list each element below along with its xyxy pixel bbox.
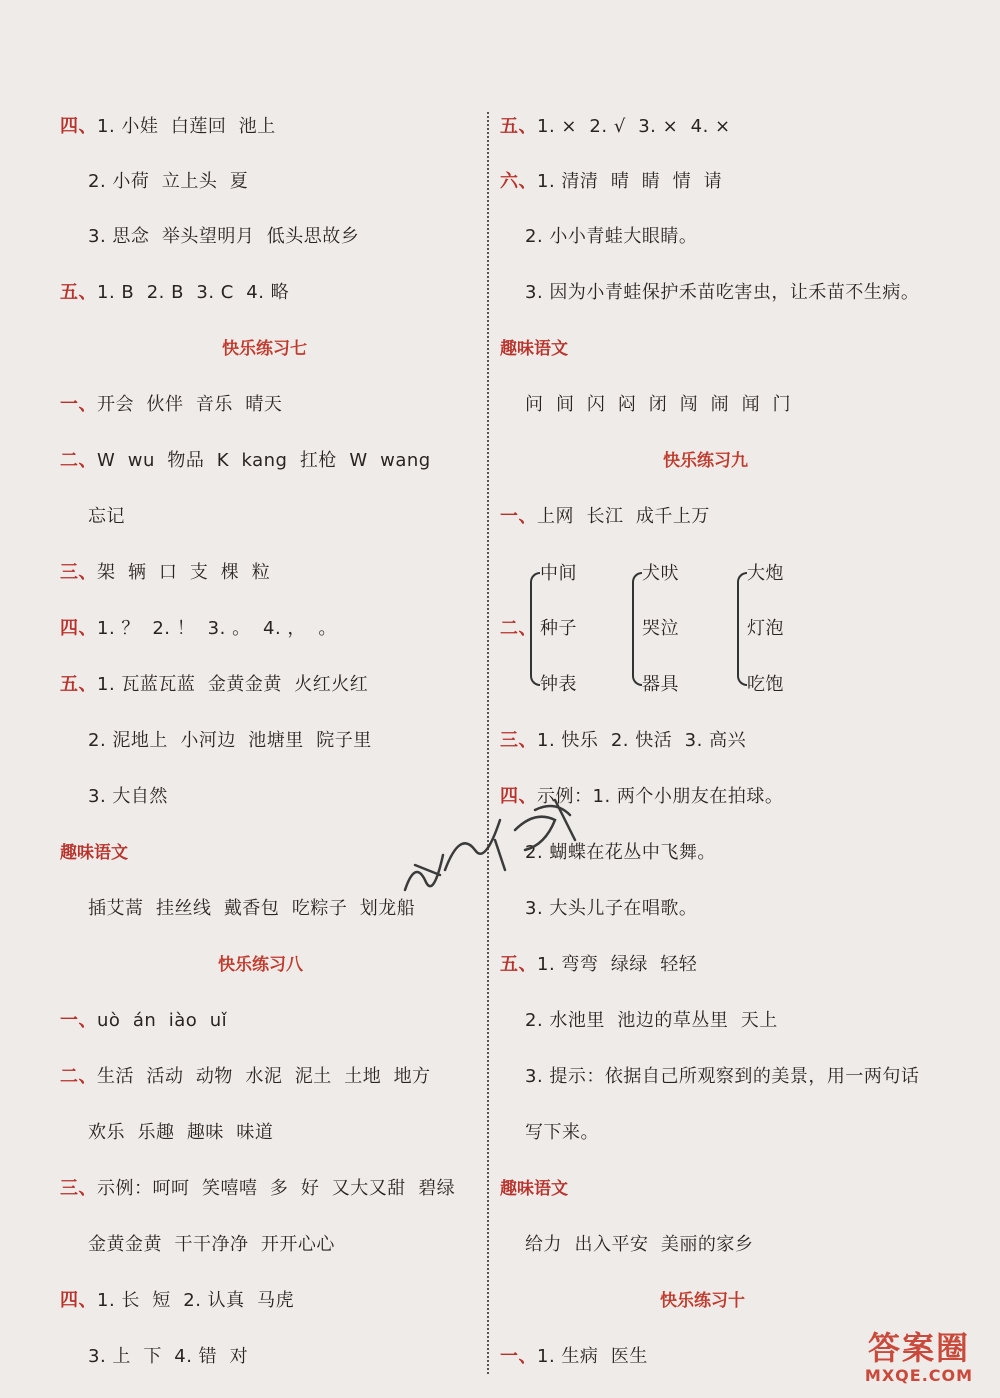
left-line-10: 五、1. 瓦蓝瓦蓝 金黄金黄 火红火红 bbox=[60, 674, 369, 695]
right-line-2: 六、1. 清清 晴 睛 情 请 bbox=[500, 171, 723, 192]
fun-chinese-label-1: 趣味语文 bbox=[60, 843, 128, 863]
fun-chinese-label-3: 趣味语文 bbox=[500, 1179, 568, 1199]
left-line-19: 四、1. 长 短 2. 认真 马虎 bbox=[60, 1290, 295, 1311]
right-line-16: 给力 出入平安 美丽的家乡 bbox=[525, 1234, 754, 1255]
left-line-6: 二、W wu 物品 K kang 扛枪 W wang bbox=[60, 450, 431, 471]
left-line-8: 三、架 辆 口 支 棵 粒 bbox=[60, 562, 271, 583]
column-divider bbox=[487, 112, 489, 1374]
right-line-4: 3. 因为小青蛙保护禾苗吃害虫，让禾苗不生病。 bbox=[525, 282, 920, 303]
brace-group-2 bbox=[632, 572, 642, 686]
left-line-20: 3. 上 下 4. 错 对 bbox=[88, 1346, 249, 1367]
right-line-6: 一、上网 长江 成千上万 bbox=[500, 506, 710, 527]
right-line-15: 写下来。 bbox=[525, 1122, 599, 1143]
right-line-11: 3. 大头儿子在唱歌。 bbox=[525, 898, 698, 919]
left-line-14: 一、uò án iào uǐ bbox=[60, 1010, 228, 1031]
left-line-5: 一、开会 伙伴 音乐 晴天 bbox=[60, 394, 283, 415]
site-watermark: 答案圈 MXQE.COM bbox=[864, 1329, 974, 1385]
section-heading-9: 快乐练习九 bbox=[663, 451, 748, 471]
right-line-1: 五、1. × 2. √ 3. × 4. × bbox=[500, 116, 731, 137]
right-line-17: 一、1. 生病 医生 bbox=[500, 1346, 648, 1367]
left-line-17: 三、示例：呵呵 笑嘻嘻 多 好 又大又甜 碧绿 bbox=[60, 1178, 456, 1199]
group3-item-1: 大炮 bbox=[747, 563, 784, 584]
left-line-11: 2. 泥地上 小河边 池塘里 院子里 bbox=[88, 730, 372, 751]
brace-group-1 bbox=[530, 572, 540, 686]
left-line-2: 2. 小荷 立上头 夏 bbox=[88, 171, 249, 192]
right-line-14: 3. 提示：依据自己所观察到的美景，用一两句话 bbox=[525, 1066, 920, 1087]
left-line-18: 金黄金黄 干干净净 开开心心 bbox=[88, 1234, 335, 1255]
group2-item-2: 哭泣 bbox=[642, 618, 679, 639]
left-line-3: 3. 思念 举头望明月 低头思故乡 bbox=[88, 226, 360, 247]
right-line-13: 2. 水池里 池边的草丛里 天上 bbox=[525, 1010, 778, 1031]
right-line-3: 2. 小小青蛙大眼睛。 bbox=[525, 226, 698, 247]
section-heading-8: 快乐练习八 bbox=[218, 955, 303, 975]
left-line-1: 四、1. 小娃 白莲回 池上 bbox=[60, 116, 276, 137]
left-line-9: 四、1. ？ 2. ！ 3. 。 4. ， 。 bbox=[60, 618, 337, 639]
left-line-12: 3. 大自然 bbox=[88, 786, 168, 807]
right-line-10: 2. 蝴蝶在花丛中飞舞。 bbox=[525, 842, 716, 863]
right-line-5: 问 间 闪 闷 闭 闯 闹 闻 门 bbox=[525, 394, 792, 415]
right-line-9: 四、示例：1. 两个小朋友在拍球。 bbox=[500, 786, 784, 807]
left-line-13: 插艾蒿 挂丝线 戴香包 吃粽子 划龙船 bbox=[88, 898, 416, 919]
group1-item-1: 中间 bbox=[540, 563, 577, 584]
fun-chinese-label-2: 趣味语文 bbox=[500, 339, 568, 359]
right-line-8: 三、1. 快乐 2. 快活 3. 高兴 bbox=[500, 730, 747, 751]
group1-item-3: 钟表 bbox=[540, 674, 577, 695]
right-line-12: 五、1. 弯弯 绿绿 轻轻 bbox=[500, 954, 698, 975]
right-line-7-marker: 二、 bbox=[500, 618, 537, 639]
left-line-4: 五、1. B 2. B 3. C 4. 略 bbox=[60, 282, 290, 303]
group2-item-3: 器具 bbox=[642, 674, 679, 695]
group3-item-3: 吃饱 bbox=[747, 674, 784, 695]
brace-group-3 bbox=[737, 572, 747, 686]
section-heading-10: 快乐练习十 bbox=[660, 1291, 745, 1311]
group1-item-2: 种子 bbox=[540, 618, 577, 639]
left-line-7: 忘记 bbox=[88, 506, 125, 527]
left-line-16: 欢乐 乐趣 趣味 味道 bbox=[88, 1122, 274, 1143]
group3-item-2: 灯泡 bbox=[747, 618, 784, 639]
handwritten-scribble bbox=[385, 770, 615, 920]
section-heading-7: 快乐练习七 bbox=[222, 339, 307, 359]
group2-item-1: 犬吠 bbox=[642, 563, 679, 584]
left-line-15: 二、生活 活动 动物 水泥 泥土 土地 地方 bbox=[60, 1066, 431, 1087]
